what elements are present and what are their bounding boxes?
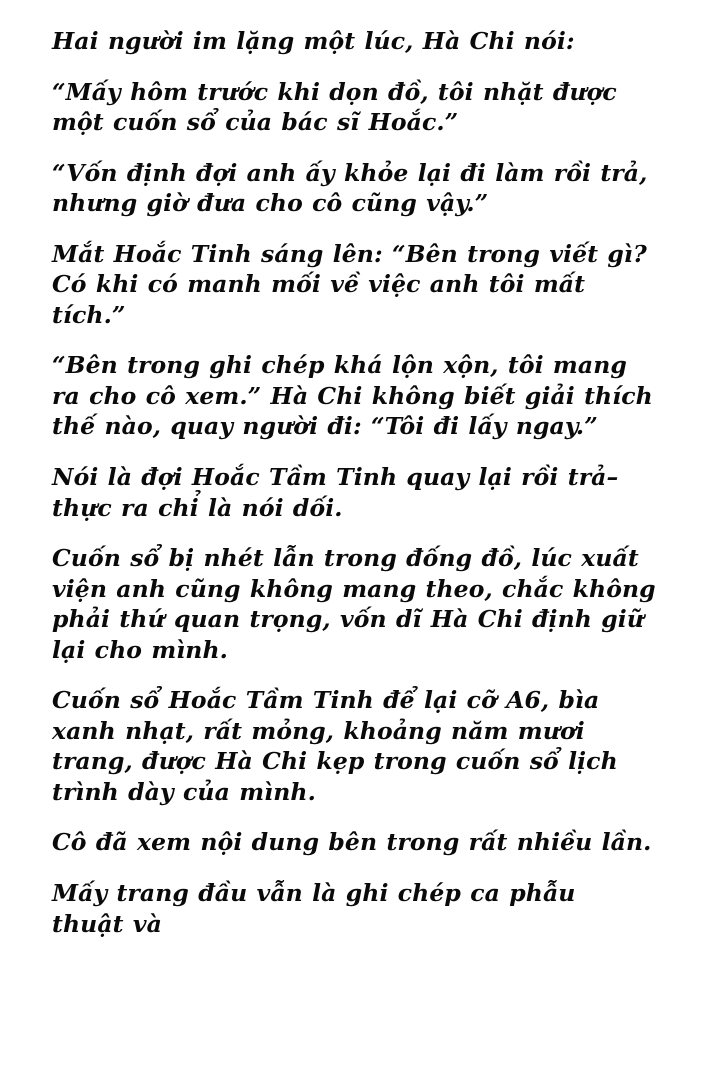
paragraph: Cuốn sổ bị nhét lẫn trong đống đồ, lúc xuất viện anh cũng không mang theo, chắc không phải thứ quan trọng, vốn dĩ Hà Chi định giữ lại cho mình. <box>52 544 666 664</box>
paragraph: “Mấy hôm trước khi dọn đồ, tôi nhặt được một cuốn sổ của bác sĩ Hoắc.” <box>52 77 627 137</box>
paragraph: Cô đã xem nội dung bên trong rất nhiều lần. <box>52 828 652 857</box>
paragraph: Cuốn sổ Hoắc Tầm Tinh để lại cỡ A6, bìa xanh nhạt, rất mỏng, khoảng năm mươi trang, được Hà Chi kẹp trong cuốn sổ lịch trình dày của mình. <box>52 686 628 806</box>
paragraph: Nói là đợi Hoắc Tầm Tinh quay lại rồi trả–thực ra chỉ là nói dối. <box>52 463 619 522</box>
paragraph: “Vốn định đợi anh ấy khỏe lại đi làm rồi trả, nhưng giờ đưa cho cô cũng vậy.” <box>52 158 657 218</box>
paragraph: “Bên trong ghi chép khá lộn xộn, tôi mang ra cho cô xem.” Hà Chi không biết giải thích thế nào, quay người đi: “Tôi đi lấy ngay.” <box>52 351 663 441</box>
paragraph: Mắt Hoắc Tinh sáng lên: “Bên trong viết gì? Có khi có manh mối về việc anh tôi mất tích.” <box>52 239 657 329</box>
paragraph: Hai người im lặng một lúc, Hà Chi nói: <box>52 27 575 55</box>
paragraph: Mấy trang đầu vẫn là ghi chép ca phẫu thuật và <box>52 879 585 938</box>
